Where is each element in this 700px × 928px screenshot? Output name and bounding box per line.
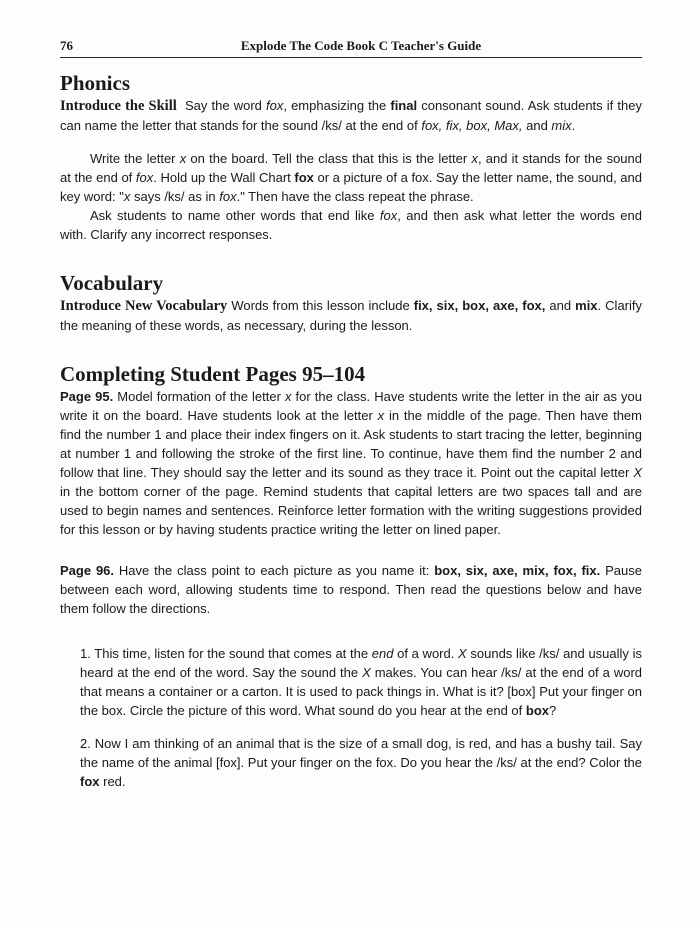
intro-skill-lead: Introduce the Skill (60, 98, 177, 114)
book-title: Explode The Code Book C Teacher's Guide (240, 38, 482, 53)
phonics-paragraph-3: Ask students to name other words that end like fox, and then ask what letter the words end with. Clarify any incorrect responses. (60, 208, 642, 242)
vocabulary-paragraph: Introduce New Vocabulary Words from this lesson include fix, six, box, axe, fox, and mix. Clarify the meaning of these words, as necessary, during the lesson. (60, 298, 643, 333)
page-number: 76 (60, 38, 73, 53)
page-96-paragraph: Page 96. Have the class point to each picture as you name it: box, six, axe, mix, fox, fix. Pause between each word, allowing students time to respond. Then read the questions below and have them follow the directions. (60, 563, 642, 616)
page-95-paragraph: Page 95. Model formation of the letter x for the class. Have students write the letter in the air as you write it on the board. Have students look at the letter x in the middle of the page. Then have them find the number 1 and place their index fingers on it. Ask students to start tracing the letter, beginning at number 1 and following the stroke of the first line. To continue, have them find the number 2 and follow that line. They should say the letter and its sound as they trace it. Point out the capital letter X in the bottom corner of the page. Remind students that capital letters are two spaces tall and are used to begin names and sentences. Reinforce letter formation with the writing suggestions provided for this lesson or by having students practice writing the letter on lined paper. (60, 389, 642, 537)
phonics-heading: Phonics (60, 71, 131, 95)
page-content (60, 70, 642, 791)
completing-heading: Completing Student Pages 95–104 (60, 362, 366, 386)
page-96-label: Page 96. (60, 563, 115, 578)
phonics-paragraph-2: Write the letter x on the board. Tell the class that this is the letter x, and it stands for the sound at the end of fox. Hold up the Wall Chart fox or a picture of a fox. Say the letter name, the sound, and key word: "x says /ks/ as in fox." Then have the class repeat the phrase. (60, 151, 642, 204)
running-header (60, 38, 642, 58)
vocabulary-lead: Introduce New Vocabulary (60, 298, 228, 314)
question-1: 1. This time, listen for the sound that comes at the end of a word. X sounds like /ks/ and usually is heard at the end of the word. Say the sound the X makes. You can hear /ks/ at the end of a word that means a container or a carton. It is used to pack things in. What is it? [box] Put your finger on the box. Circle the picture of this word. What sound do you hear at the end of box? (80, 646, 642, 718)
question-2: 2. Now I am thinking of an animal that is the size of a small dog, is red, and has a bushy tail. Say the name of the animal [fox]. Put your finger on the fox. Do you hear the /ks/ at the end? Color the fox red. (80, 736, 642, 789)
vocabulary-heading: Vocabulary (60, 271, 164, 295)
phonics-intro-paragraph: Introduce the Skill Say the word fox, emphasizing the final consonant sound. Ask students if they can name the letter that stands for the sound /ks/ at the end of fox, fix, box, Max, and mix. (60, 98, 642, 133)
page-95-label: Page 95. (60, 389, 114, 404)
